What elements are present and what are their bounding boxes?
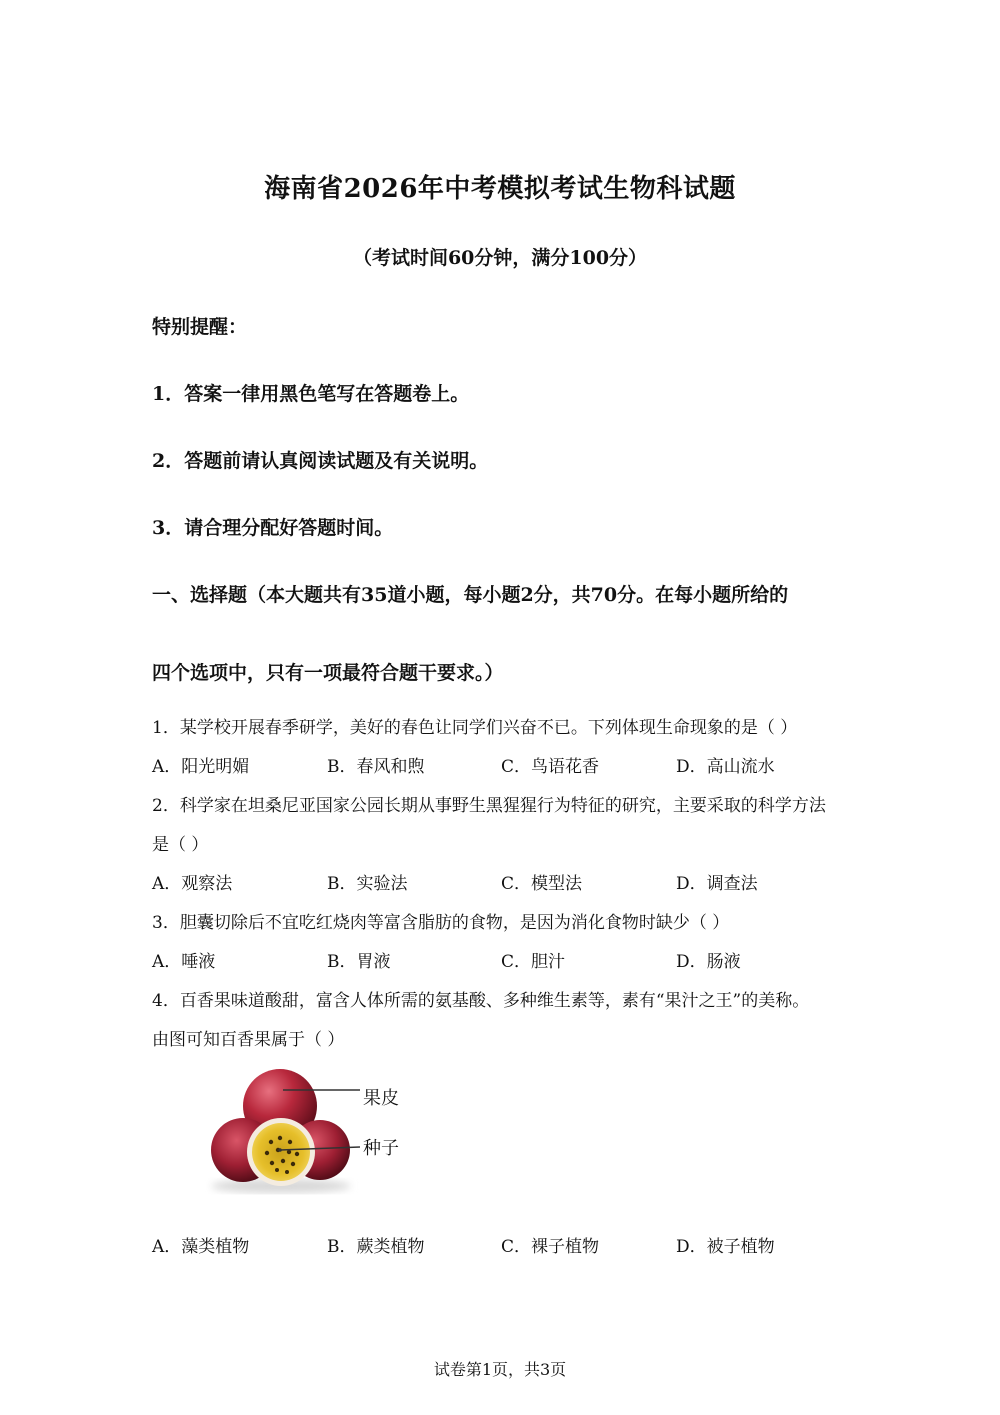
question-stem-cont: 是（ ） [152, 835, 209, 855]
passion-fruit-illustration [205, 1062, 425, 1197]
option-c: C．鸟语花香 [501, 757, 600, 777]
reminder-item: 1．答案一律用黑色笔写在答题卷上。 [152, 383, 470, 405]
exam-info: （考试时间60分钟，满分100分） [352, 247, 648, 269]
reminder-item: 3．请合理分配好答题时间。 [152, 517, 394, 539]
option-b: B．春风和煦 [327, 757, 425, 777]
option-c: C．裸子植物 [501, 1237, 600, 1257]
option-row [152, 1232, 852, 1256]
section-heading: 一、选择题（本大题共有35道小题，每小题2分，共70分。在每小题所给的 [152, 584, 789, 606]
label-peel: 果皮 [363, 1088, 399, 1109]
option-row [152, 947, 852, 971]
option-row [152, 752, 852, 776]
option-d: D．被子植物 [676, 1237, 775, 1257]
option-b: B．实验法 [327, 874, 408, 894]
question-stem: 3．胆囊切除后不宜吃红烧肉等富含脂肪的食物，是因为消化食物时缺少（ ） [152, 913, 730, 933]
option-a: A．藻类植物 [152, 1237, 250, 1257]
option-b: B．胃液 [327, 952, 391, 972]
option-a: A．阳光明媚 [152, 757, 250, 777]
option-d: D．肠液 [676, 952, 741, 972]
question-stem: 1．某学校开展春季研学，美好的春色让同学们兴奋不已。下列体现生命现象的是（ ） [152, 718, 798, 738]
option-c: C．模型法 [501, 874, 583, 894]
label-seed: 种子 [363, 1138, 399, 1159]
question-stem-cont: 由图可知百香果属于（ ） [152, 1030, 345, 1050]
section-heading-cont: 四个选项中，只有一项最符合题干要求。） [152, 662, 504, 684]
option-a: A．唾液 [152, 952, 216, 972]
reminder-heading: 特别提醒： [152, 316, 248, 338]
reminder-item: 2．答题前请认真阅读试题及有关说明。 [152, 450, 489, 472]
option-b: B．蕨类植物 [327, 1237, 425, 1257]
passion-fruit-figure [205, 1062, 425, 1197]
question-stem: 4．百香果味道酸甜，富含人体所需的氨基酸、多种维生素等，素有“果汁之王”的美称。 [152, 991, 810, 1011]
option-c: C．胆汁 [501, 952, 566, 972]
page-footer: 试卷第1页，共3页 [433, 1360, 567, 1379]
option-d: D．高山流水 [676, 757, 775, 777]
option-d: D．调查法 [676, 874, 758, 894]
question-stem: 2．科学家在坦桑尼亚国家公园长期从事野生黑猩猩行为特征的研究，主要采取的科学方法 [152, 796, 826, 816]
option-row [152, 869, 852, 893]
option-a: A．观察法 [152, 874, 233, 894]
page-title: 海南省2026年中考模拟考试生物科试题 [264, 174, 736, 204]
